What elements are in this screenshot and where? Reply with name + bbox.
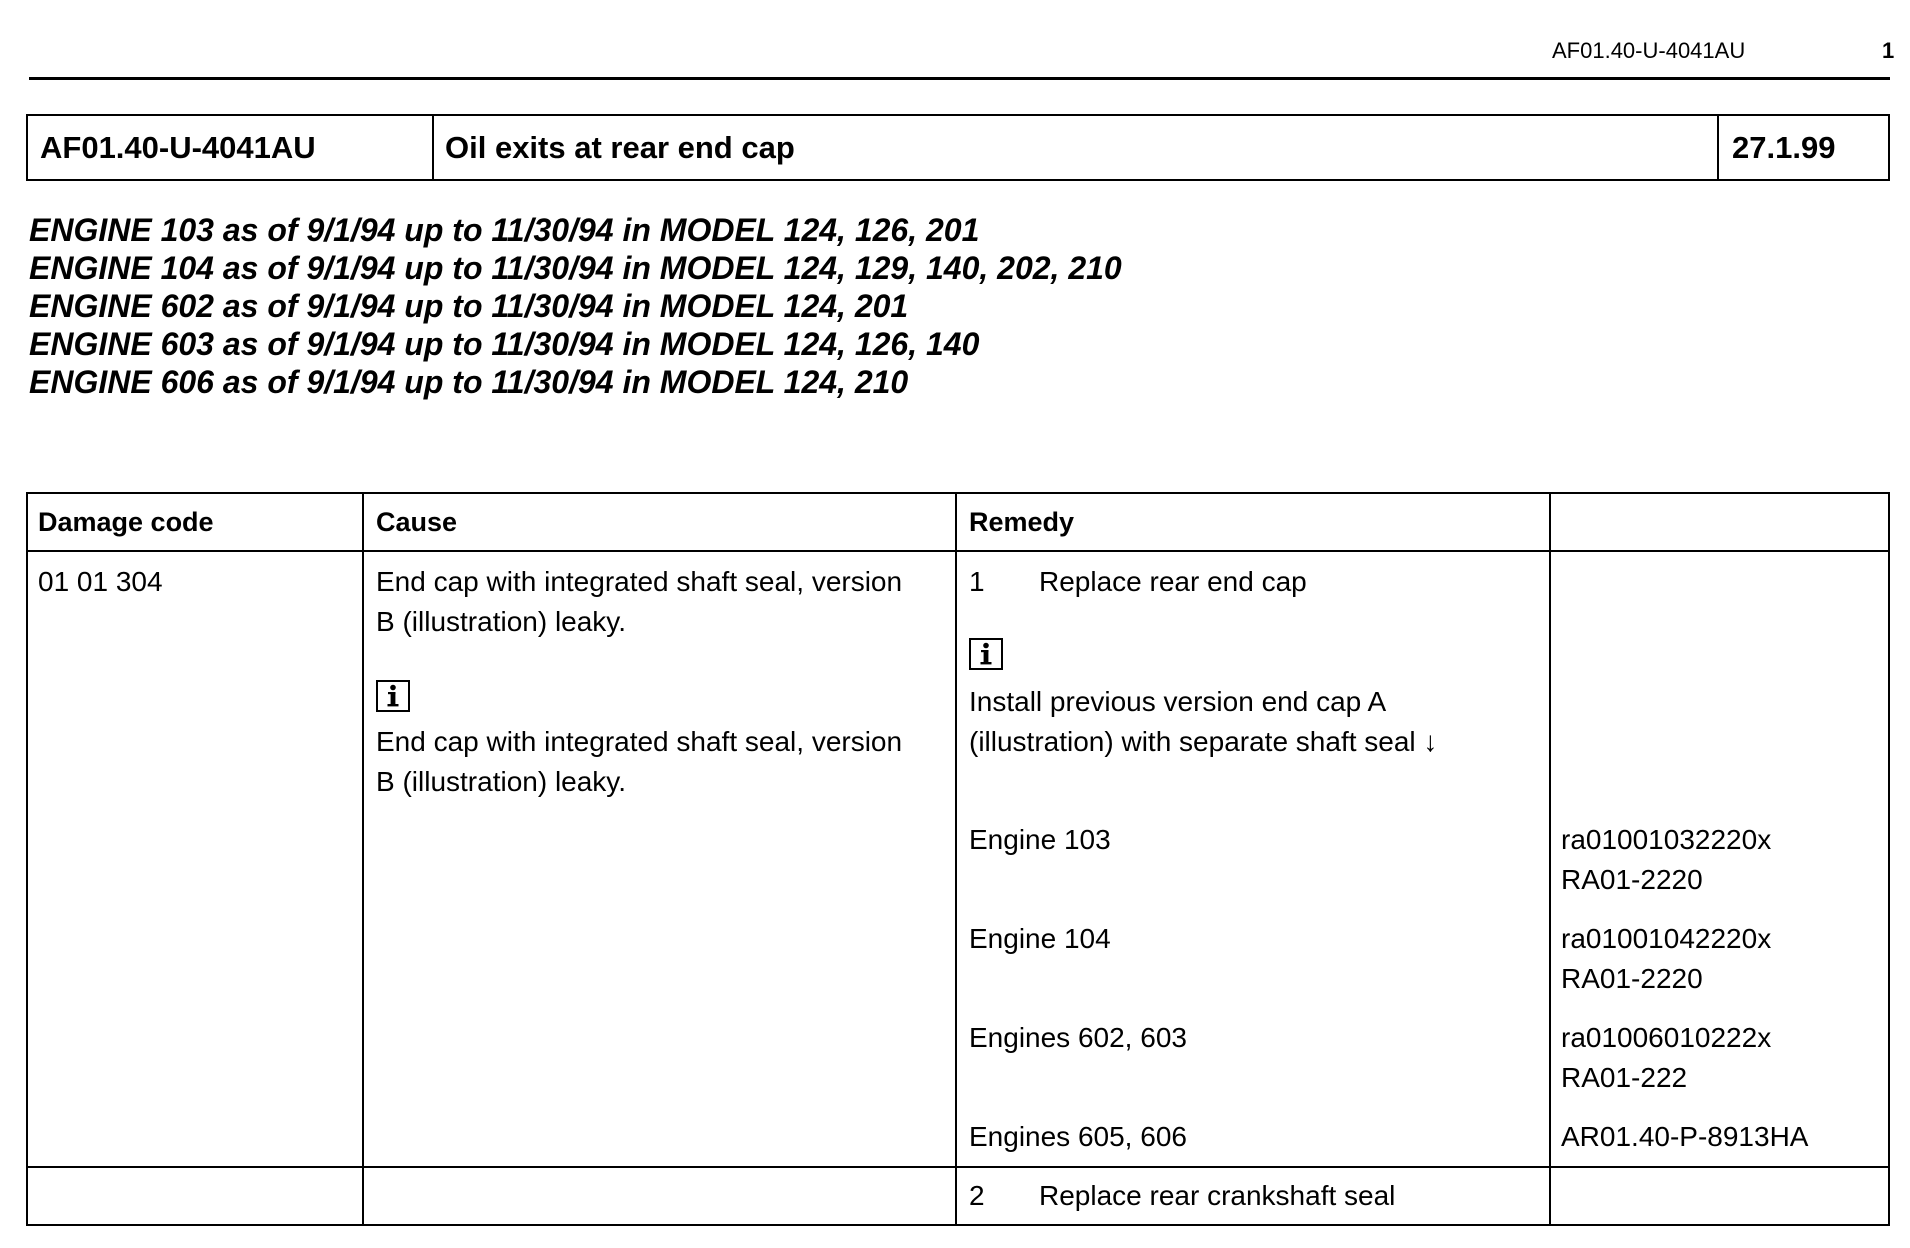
reference-link: ra01006010222x (1561, 1022, 1772, 1053)
header-remedy: Remedy (957, 494, 1551, 552)
reference-link: ra01001032220x (1561, 824, 1772, 855)
engine-variant: Engines 605, 606 (969, 1121, 1187, 1152)
damage-table (26, 492, 1890, 1226)
damage-code-cell (28, 552, 364, 1168)
reference-cell (1551, 552, 1888, 1168)
reference-group (1561, 1018, 1888, 1117)
step-text: Replace rear crankshaft seal (1039, 1180, 1396, 1211)
damage-code-cell-empty (28, 1168, 364, 1224)
title-box (26, 114, 1890, 181)
reference-link: RA01-222 (1561, 1062, 1688, 1093)
running-header-doc-id: AF01.40-U-4041AU (1552, 38, 1746, 63)
step-number: 1 (969, 566, 985, 597)
remedy-note: Install previous version end cap A (illustration) with separate shaft seal ↓ (969, 686, 1438, 757)
document-date: 27.1.99 (1732, 130, 1836, 165)
remedy-step (969, 1176, 1549, 1216)
engine-variant: Engine 104 (969, 923, 1111, 954)
applicability-line: ENGINE 602 as of 9/1/94 up to 11/30/94 in MODEL 124, 201 (29, 288, 909, 324)
reference-list (1561, 820, 1888, 1157)
page-number: 1 (1882, 38, 1895, 63)
engine-variant: Engines 602, 603 (969, 1022, 1187, 1053)
reference-link: RA01-2220 (1561, 864, 1703, 895)
cause-cell (364, 552, 957, 1168)
header-damage-code: Damage code (28, 494, 364, 552)
cause-note: End cap with integrated shaft seal, version B (illustration) leaky. (376, 726, 903, 797)
reference-link: AR01.40-P-8913HA (1561, 1121, 1809, 1152)
cause-cell-empty (364, 1168, 957, 1224)
reference-link: ra01001042220x (1561, 923, 1772, 954)
remedy-cell (957, 1168, 1551, 1224)
reference-group (1561, 820, 1888, 919)
header-reference (1551, 494, 1888, 552)
document-id: AF01.40-U-4041AU (28, 116, 434, 179)
cause-text: End cap with integrated shaft seal, version B (illustration) leaky. (376, 566, 903, 637)
applicability-line: ENGINE 606 as of 9/1/94 up to 11/30/94 in MODEL 124, 210 (29, 364, 909, 400)
reference-link: RA01-2220 (1561, 963, 1703, 994)
document-title: Oil exits at rear end cap (434, 116, 1719, 179)
applicability-list (29, 211, 1122, 401)
reference-cell-empty (1551, 1168, 1888, 1224)
header-cause: Cause (364, 494, 957, 552)
step-text: Replace rear end cap (1039, 566, 1307, 597)
applicability-line: ENGINE 603 as of 9/1/94 up to 11/30/94 in MODEL 124, 126, 140 (29, 326, 980, 362)
engine-variant: Engine 103 (969, 824, 1111, 855)
damage-code: 01 01 304 (38, 566, 163, 597)
header-rule (29, 77, 1890, 80)
step-number: 2 (969, 1180, 985, 1211)
applicability-line: ENGINE 103 as of 9/1/94 up to 11/30/94 in MODEL 124, 126, 201 (29, 212, 980, 248)
remedy-step (969, 562, 1549, 602)
applicability-line: ENGINE 104 as of 9/1/94 up to 11/30/94 in MODEL 124, 129, 140, 202, 210 (29, 250, 1122, 286)
engine-variant-list (969, 820, 1549, 1157)
info-icon (376, 680, 410, 712)
remedy-cell (957, 552, 1551, 1168)
info-icon (969, 638, 1003, 670)
reference-group (1561, 919, 1888, 1018)
reference-group (1561, 1117, 1888, 1157)
